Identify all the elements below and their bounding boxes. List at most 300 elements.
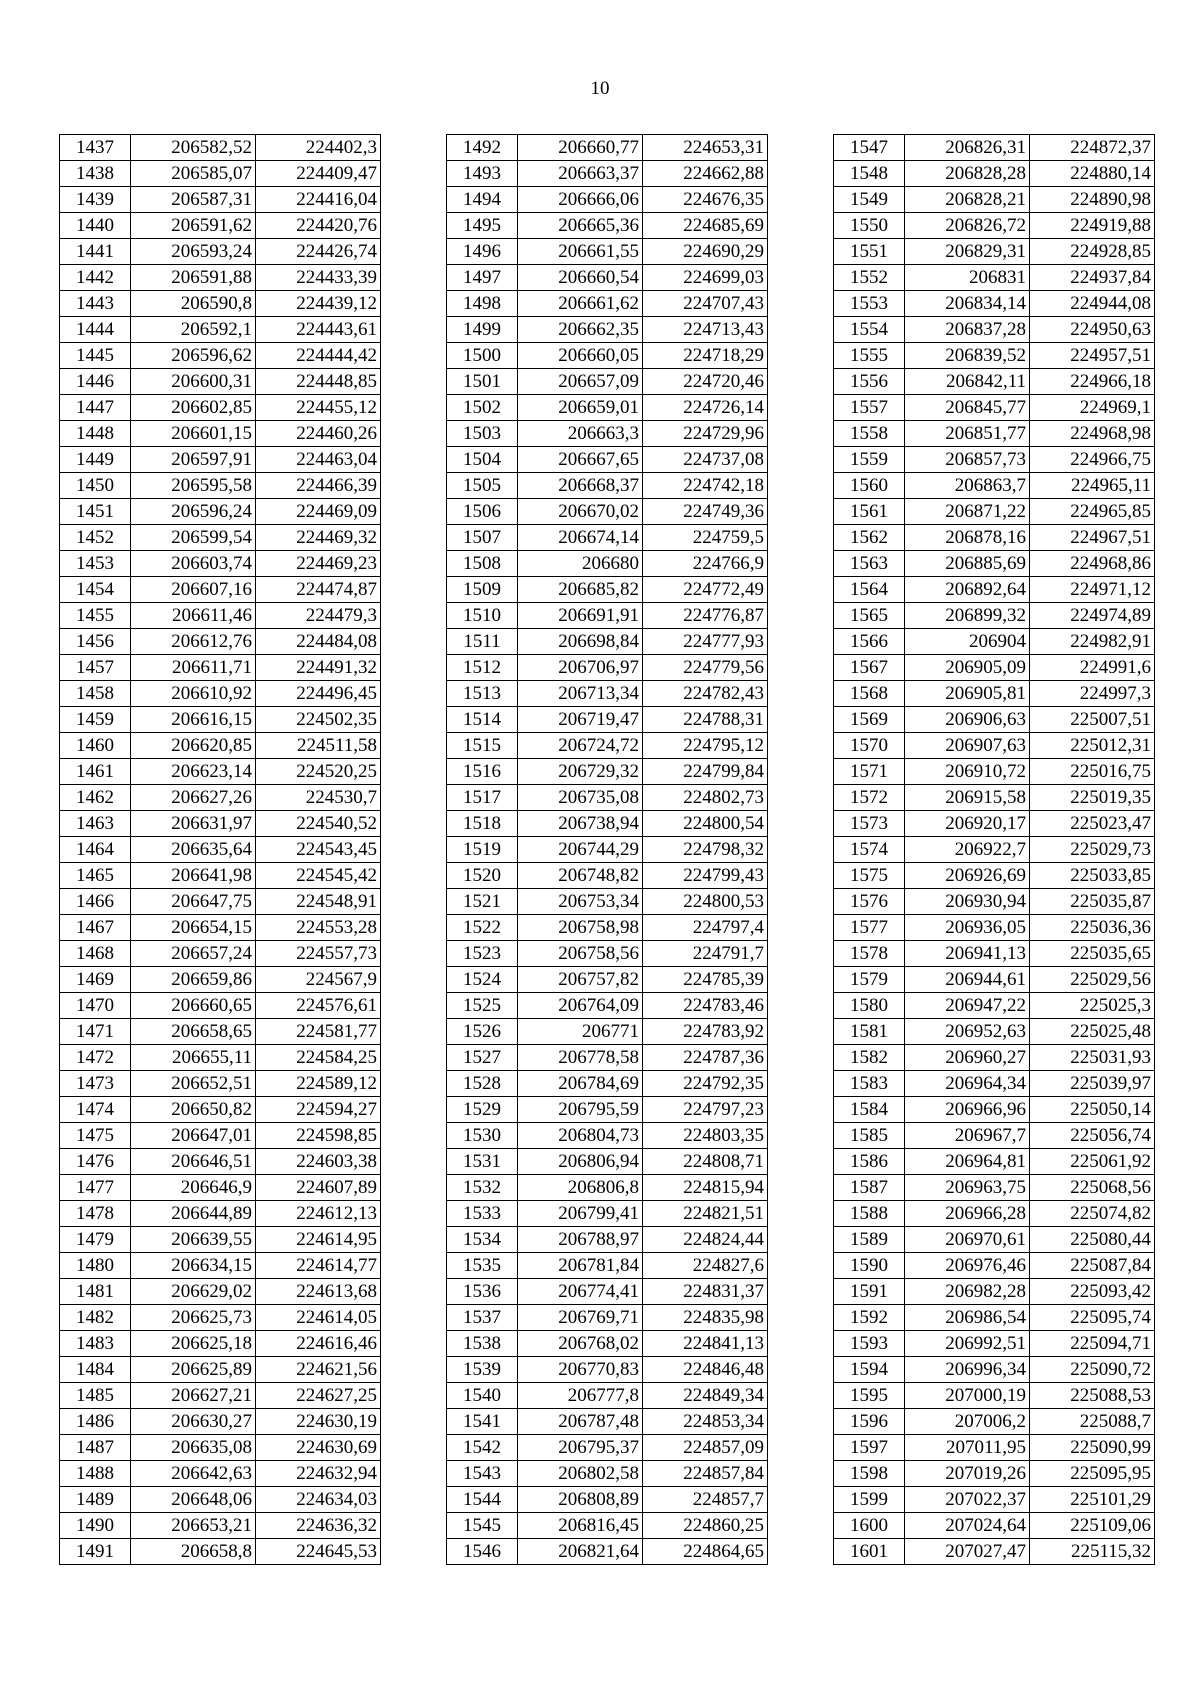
point-number-cell: 1571 <box>834 759 905 785</box>
y-coordinate-cell: 224799,84 <box>643 759 768 785</box>
x-coordinate-cell: 206806,8 <box>518 1175 643 1201</box>
y-coordinate-cell: 224864,65 <box>643 1539 768 1565</box>
x-coordinate-cell: 206967,7 <box>905 1123 1030 1149</box>
point-number-cell: 1467 <box>60 915 131 941</box>
y-coordinate-cell: 224420,76 <box>256 213 381 239</box>
table-row <box>60 291 381 317</box>
x-coordinate-cell: 206758,56 <box>518 941 643 967</box>
point-number-cell: 1474 <box>60 1097 131 1123</box>
y-coordinate-cell: 224496,45 <box>256 681 381 707</box>
point-number-cell: 1585 <box>834 1123 905 1149</box>
y-coordinate-cell: 224466,39 <box>256 473 381 499</box>
table-row <box>447 1435 768 1461</box>
point-number-cell: 1518 <box>447 811 518 837</box>
point-number-cell: 1592 <box>834 1305 905 1331</box>
point-number-cell: 1449 <box>60 447 131 473</box>
x-coordinate-cell: 206966,96 <box>905 1097 1030 1123</box>
point-number-cell: 1536 <box>447 1279 518 1305</box>
x-coordinate-cell: 206592,1 <box>131 317 256 343</box>
y-coordinate-cell: 224944,08 <box>1030 291 1155 317</box>
y-coordinate-cell: 224614,95 <box>256 1227 381 1253</box>
x-coordinate-cell: 206630,27 <box>131 1409 256 1435</box>
point-number-cell: 1540 <box>447 1383 518 1409</box>
x-coordinate-cell: 207024,64 <box>905 1513 1030 1539</box>
y-coordinate-cell: 224662,88 <box>643 161 768 187</box>
y-coordinate-cell: 225035,65 <box>1030 941 1155 967</box>
x-coordinate-cell: 206831 <box>905 265 1030 291</box>
x-coordinate-cell: 206920,17 <box>905 811 1030 837</box>
table-row <box>834 187 1155 213</box>
point-number-cell: 1515 <box>447 733 518 759</box>
y-coordinate-cell: 224849,34 <box>643 1383 768 1409</box>
y-coordinate-cell: 224621,56 <box>256 1357 381 1383</box>
x-coordinate-cell: 206729,32 <box>518 759 643 785</box>
table-row <box>447 473 768 499</box>
coordinate-table-3 <box>833 134 1155 1565</box>
x-coordinate-cell: 206654,15 <box>131 915 256 941</box>
point-number-cell: 1528 <box>447 1071 518 1097</box>
x-coordinate-cell: 206784,69 <box>518 1071 643 1097</box>
point-number-cell: 1586 <box>834 1149 905 1175</box>
point-number-cell: 1480 <box>60 1253 131 1279</box>
point-number-cell: 1541 <box>447 1409 518 1435</box>
y-coordinate-cell: 224469,32 <box>256 525 381 551</box>
coordinate-table-1 <box>59 134 381 1565</box>
y-coordinate-cell: 224484,08 <box>256 629 381 655</box>
table-row <box>60 941 381 967</box>
point-number-cell: 1444 <box>60 317 131 343</box>
table-row <box>60 1487 381 1513</box>
y-coordinate-cell: 225093,42 <box>1030 1279 1155 1305</box>
point-number-cell: 1574 <box>834 837 905 863</box>
x-coordinate-cell: 206659,01 <box>518 395 643 421</box>
table-row <box>60 1279 381 1305</box>
point-number-cell: 1492 <box>447 135 518 161</box>
table-row <box>834 343 1155 369</box>
y-coordinate-cell: 224783,46 <box>643 993 768 1019</box>
table-row <box>60 317 381 343</box>
point-number-cell: 1559 <box>834 447 905 473</box>
y-coordinate-cell: 224860,25 <box>643 1513 768 1539</box>
point-number-cell: 1561 <box>834 499 905 525</box>
point-number-cell: 1563 <box>834 551 905 577</box>
x-coordinate-cell: 206644,89 <box>131 1201 256 1227</box>
x-coordinate-cell: 206660,54 <box>518 265 643 291</box>
x-coordinate-cell: 206660,05 <box>518 343 643 369</box>
table-row <box>447 1487 768 1513</box>
point-number-cell: 1513 <box>447 681 518 707</box>
x-coordinate-cell: 206625,89 <box>131 1357 256 1383</box>
y-coordinate-cell: 224857,09 <box>643 1435 768 1461</box>
table-row <box>447 1097 768 1123</box>
point-number-cell: 1529 <box>447 1097 518 1123</box>
y-coordinate-cell: 224455,12 <box>256 395 381 421</box>
y-coordinate-cell: 225025,48 <box>1030 1019 1155 1045</box>
point-number-cell: 1455 <box>60 603 131 629</box>
point-number-cell: 1440 <box>60 213 131 239</box>
point-number-cell: 1591 <box>834 1279 905 1305</box>
table-row <box>447 1383 768 1409</box>
x-coordinate-cell: 206629,02 <box>131 1279 256 1305</box>
y-coordinate-cell: 224540,52 <box>256 811 381 837</box>
y-coordinate-cell: 224821,51 <box>643 1201 768 1227</box>
point-number-cell: 1438 <box>60 161 131 187</box>
table-row <box>834 993 1155 1019</box>
page-number: 10 <box>590 78 610 99</box>
point-number-cell: 1534 <box>447 1227 518 1253</box>
x-coordinate-cell: 206597,91 <box>131 447 256 473</box>
x-coordinate-cell: 206871,22 <box>905 499 1030 525</box>
point-number-cell: 1542 <box>447 1435 518 1461</box>
x-coordinate-cell: 206770,83 <box>518 1357 643 1383</box>
point-number-cell: 1517 <box>447 785 518 811</box>
point-number-cell: 1502 <box>447 395 518 421</box>
point-number-cell: 1464 <box>60 837 131 863</box>
y-coordinate-cell: 225050,14 <box>1030 1097 1155 1123</box>
table-row <box>60 213 381 239</box>
table-row <box>60 1539 381 1565</box>
y-coordinate-cell: 224463,04 <box>256 447 381 473</box>
point-number-cell: 1445 <box>60 343 131 369</box>
x-coordinate-cell: 206777,8 <box>518 1383 643 1409</box>
table-row <box>447 1045 768 1071</box>
table-row <box>447 915 768 941</box>
table-row <box>60 1383 381 1409</box>
table-row <box>60 785 381 811</box>
x-coordinate-cell: 206905,81 <box>905 681 1030 707</box>
x-coordinate-cell: 206713,34 <box>518 681 643 707</box>
point-number-cell: 1437 <box>60 135 131 161</box>
y-coordinate-cell: 224690,29 <box>643 239 768 265</box>
x-coordinate-cell: 206808,89 <box>518 1487 643 1513</box>
y-coordinate-cell: 225061,92 <box>1030 1149 1155 1175</box>
table-row <box>447 811 768 837</box>
x-coordinate-cell: 206753,34 <box>518 889 643 915</box>
table-row <box>60 343 381 369</box>
x-coordinate-cell: 206851,77 <box>905 421 1030 447</box>
y-coordinate-cell: 224557,73 <box>256 941 381 967</box>
table-row <box>60 733 381 759</box>
point-number-cell: 1583 <box>834 1071 905 1097</box>
point-number-cell: 1459 <box>60 707 131 733</box>
x-coordinate-cell: 206665,36 <box>518 213 643 239</box>
point-number-cell: 1594 <box>834 1357 905 1383</box>
table-row <box>834 967 1155 993</box>
table-row <box>447 1357 768 1383</box>
y-coordinate-cell: 224800,54 <box>643 811 768 837</box>
x-coordinate-cell: 206857,73 <box>905 447 1030 473</box>
y-coordinate-cell: 225074,82 <box>1030 1201 1155 1227</box>
x-coordinate-cell: 206663,37 <box>518 161 643 187</box>
x-coordinate-cell: 206842,11 <box>905 369 1030 395</box>
point-number-cell: 1520 <box>447 863 518 889</box>
table-row <box>834 1279 1155 1305</box>
x-coordinate-cell: 206658,8 <box>131 1539 256 1565</box>
point-number-cell: 1538 <box>447 1331 518 1357</box>
x-coordinate-cell: 206826,31 <box>905 135 1030 161</box>
y-coordinate-cell: 224835,98 <box>643 1305 768 1331</box>
point-number-cell: 1510 <box>447 603 518 629</box>
y-coordinate-cell: 224589,12 <box>256 1071 381 1097</box>
point-number-cell: 1598 <box>834 1461 905 1487</box>
table-row <box>447 265 768 291</box>
y-coordinate-cell: 224777,93 <box>643 629 768 655</box>
x-coordinate-cell: 206603,74 <box>131 551 256 577</box>
point-number-cell: 1457 <box>60 655 131 681</box>
x-coordinate-cell: 206660,65 <box>131 993 256 1019</box>
table-row <box>60 1097 381 1123</box>
x-coordinate-cell: 206657,24 <box>131 941 256 967</box>
x-coordinate-cell: 206625,18 <box>131 1331 256 1357</box>
x-coordinate-cell: 206658,65 <box>131 1019 256 1045</box>
y-coordinate-cell: 224460,26 <box>256 421 381 447</box>
table-row <box>447 369 768 395</box>
point-number-cell: 1554 <box>834 317 905 343</box>
point-number-cell: 1462 <box>60 785 131 811</box>
y-coordinate-cell: 225090,99 <box>1030 1435 1155 1461</box>
point-number-cell: 1511 <box>447 629 518 655</box>
x-coordinate-cell: 206641,98 <box>131 863 256 889</box>
y-coordinate-cell: 224713,43 <box>643 317 768 343</box>
point-number-cell: 1567 <box>834 655 905 681</box>
table-row <box>447 941 768 967</box>
point-number-cell: 1456 <box>60 629 131 655</box>
y-coordinate-cell: 225088,53 <box>1030 1383 1155 1409</box>
y-coordinate-cell: 224530,7 <box>256 785 381 811</box>
point-number-cell: 1550 <box>834 213 905 239</box>
point-number-cell: 1558 <box>834 421 905 447</box>
table-row <box>447 1279 768 1305</box>
table-row <box>60 1149 381 1175</box>
x-coordinate-cell: 206768,02 <box>518 1331 643 1357</box>
x-coordinate-cell: 206612,76 <box>131 629 256 655</box>
x-coordinate-cell: 206839,52 <box>905 343 1030 369</box>
table-row <box>60 473 381 499</box>
point-number-cell: 1487 <box>60 1435 131 1461</box>
y-coordinate-cell: 225035,87 <box>1030 889 1155 915</box>
x-coordinate-cell: 206587,31 <box>131 187 256 213</box>
x-coordinate-cell: 206769,71 <box>518 1305 643 1331</box>
point-number-cell: 1566 <box>834 629 905 655</box>
point-number-cell: 1466 <box>60 889 131 915</box>
y-coordinate-cell: 224718,29 <box>643 343 768 369</box>
x-coordinate-cell: 206600,31 <box>131 369 256 395</box>
point-number-cell: 1564 <box>834 577 905 603</box>
y-coordinate-cell: 225080,44 <box>1030 1227 1155 1253</box>
y-coordinate-cell: 224645,53 <box>256 1539 381 1565</box>
y-coordinate-cell: 224614,05 <box>256 1305 381 1331</box>
y-coordinate-cell: 224737,08 <box>643 447 768 473</box>
table-row <box>834 759 1155 785</box>
y-coordinate-cell: 225094,71 <box>1030 1331 1155 1357</box>
y-coordinate-cell: 224636,32 <box>256 1513 381 1539</box>
point-number-cell: 1485 <box>60 1383 131 1409</box>
point-number-cell: 1526 <box>447 1019 518 1045</box>
point-number-cell: 1570 <box>834 733 905 759</box>
point-number-cell: 1439 <box>60 187 131 213</box>
point-number-cell: 1545 <box>447 1513 518 1539</box>
x-coordinate-cell: 206966,28 <box>905 1201 1030 1227</box>
y-coordinate-cell: 224788,31 <box>643 707 768 733</box>
x-coordinate-cell: 206915,58 <box>905 785 1030 811</box>
point-number-cell: 1488 <box>60 1461 131 1487</box>
x-coordinate-cell: 206878,16 <box>905 525 1030 551</box>
point-number-cell: 1450 <box>60 473 131 499</box>
point-number-cell: 1543 <box>447 1461 518 1487</box>
x-coordinate-cell: 206601,15 <box>131 421 256 447</box>
y-coordinate-cell: 224792,35 <box>643 1071 768 1097</box>
point-number-cell: 1523 <box>447 941 518 967</box>
table-row <box>60 681 381 707</box>
table-row <box>834 1487 1155 1513</box>
y-coordinate-cell: 224426,74 <box>256 239 381 265</box>
table-row <box>60 1513 381 1539</box>
point-number-cell: 1532 <box>447 1175 518 1201</box>
point-number-cell: 1576 <box>834 889 905 915</box>
y-coordinate-cell: 224567,9 <box>256 967 381 993</box>
x-coordinate-cell: 206661,55 <box>518 239 643 265</box>
table-row <box>60 239 381 265</box>
x-coordinate-cell: 206829,31 <box>905 239 1030 265</box>
point-number-cell: 1527 <box>447 1045 518 1071</box>
y-coordinate-cell: 224409,47 <box>256 161 381 187</box>
table-row <box>834 395 1155 421</box>
y-coordinate-cell: 224548,91 <box>256 889 381 915</box>
point-number-cell: 1508 <box>447 551 518 577</box>
table-row <box>834 681 1155 707</box>
point-number-cell: 1584 <box>834 1097 905 1123</box>
point-number-cell: 1489 <box>60 1487 131 1513</box>
table-row <box>447 1019 768 1045</box>
x-coordinate-cell: 206668,37 <box>518 473 643 499</box>
y-coordinate-cell: 224795,12 <box>643 733 768 759</box>
table-row <box>60 187 381 213</box>
y-coordinate-cell: 224967,51 <box>1030 525 1155 551</box>
x-coordinate-cell: 206788,97 <box>518 1227 643 1253</box>
point-number-cell: 1468 <box>60 941 131 967</box>
point-number-cell: 1495 <box>447 213 518 239</box>
point-number-cell: 1569 <box>834 707 905 733</box>
table-row <box>60 1357 381 1383</box>
x-coordinate-cell: 206892,64 <box>905 577 1030 603</box>
table-row <box>60 707 381 733</box>
y-coordinate-cell: 225016,75 <box>1030 759 1155 785</box>
table-row <box>834 161 1155 187</box>
table-row <box>834 1227 1155 1253</box>
y-coordinate-cell: 224857,7 <box>643 1487 768 1513</box>
x-coordinate-cell: 206706,97 <box>518 655 643 681</box>
x-coordinate-cell: 206738,94 <box>518 811 643 837</box>
point-number-cell: 1552 <box>834 265 905 291</box>
point-number-cell: 1441 <box>60 239 131 265</box>
point-number-cell: 1504 <box>447 447 518 473</box>
y-coordinate-cell: 224598,85 <box>256 1123 381 1149</box>
point-number-cell: 1521 <box>447 889 518 915</box>
table-row <box>834 1175 1155 1201</box>
y-coordinate-cell: 224632,94 <box>256 1461 381 1487</box>
table-row <box>447 759 768 785</box>
y-coordinate-cell: 224872,37 <box>1030 135 1155 161</box>
table-row <box>834 1409 1155 1435</box>
y-coordinate-cell: 224474,87 <box>256 577 381 603</box>
x-coordinate-cell: 206719,47 <box>518 707 643 733</box>
x-coordinate-cell: 207027,47 <box>905 1539 1030 1565</box>
table-row <box>447 837 768 863</box>
x-coordinate-cell: 206591,88 <box>131 265 256 291</box>
table-row <box>447 629 768 655</box>
table-row <box>834 577 1155 603</box>
table-row <box>60 863 381 889</box>
table-row <box>834 837 1155 863</box>
x-coordinate-cell: 206936,05 <box>905 915 1030 941</box>
x-coordinate-cell: 206735,08 <box>518 785 643 811</box>
point-number-cell: 1582 <box>834 1045 905 1071</box>
table-row <box>447 317 768 343</box>
y-coordinate-cell: 224443,61 <box>256 317 381 343</box>
point-number-cell: 1446 <box>60 369 131 395</box>
point-number-cell: 1453 <box>60 551 131 577</box>
table-row <box>834 1357 1155 1383</box>
table-row <box>834 707 1155 733</box>
point-number-cell: 1454 <box>60 577 131 603</box>
x-coordinate-cell: 206960,27 <box>905 1045 1030 1071</box>
y-coordinate-cell: 224742,18 <box>643 473 768 499</box>
y-coordinate-cell: 225095,74 <box>1030 1305 1155 1331</box>
point-number-cell: 1484 <box>60 1357 131 1383</box>
y-coordinate-cell: 224802,73 <box>643 785 768 811</box>
x-coordinate-cell: 206926,69 <box>905 863 1030 889</box>
table-row <box>834 1305 1155 1331</box>
y-coordinate-cell: 224797,4 <box>643 915 768 941</box>
y-coordinate-cell: 224803,35 <box>643 1123 768 1149</box>
y-coordinate-cell: 224919,88 <box>1030 213 1155 239</box>
table-row <box>60 1435 381 1461</box>
x-coordinate-cell: 206635,08 <box>131 1435 256 1461</box>
x-coordinate-cell: 206795,59 <box>518 1097 643 1123</box>
y-coordinate-cell: 224545,42 <box>256 863 381 889</box>
x-coordinate-cell: 206611,71 <box>131 655 256 681</box>
table-row <box>60 1175 381 1201</box>
y-coordinate-cell: 224511,58 <box>256 733 381 759</box>
x-coordinate-cell: 206602,85 <box>131 395 256 421</box>
point-number-cell: 1451 <box>60 499 131 525</box>
table-row <box>447 1123 768 1149</box>
x-coordinate-cell: 206905,09 <box>905 655 1030 681</box>
x-coordinate-cell: 206795,37 <box>518 1435 643 1461</box>
table-row <box>447 395 768 421</box>
x-coordinate-cell: 206764,09 <box>518 993 643 1019</box>
table-row <box>60 1071 381 1097</box>
table-row <box>834 1097 1155 1123</box>
y-coordinate-cell: 224630,69 <box>256 1435 381 1461</box>
y-coordinate-cell: 224957,51 <box>1030 343 1155 369</box>
point-number-cell: 1499 <box>447 317 518 343</box>
point-number-cell: 1544 <box>447 1487 518 1513</box>
table-row <box>834 265 1155 291</box>
x-coordinate-cell: 206585,07 <box>131 161 256 187</box>
y-coordinate-cell: 224776,87 <box>643 603 768 629</box>
y-coordinate-cell: 224991,6 <box>1030 655 1155 681</box>
coordinate-table-2 <box>446 134 768 1565</box>
x-coordinate-cell: 206646,9 <box>131 1175 256 1201</box>
y-coordinate-cell: 225068,56 <box>1030 1175 1155 1201</box>
y-coordinate-cell: 224520,25 <box>256 759 381 785</box>
y-coordinate-cell: 225087,84 <box>1030 1253 1155 1279</box>
x-coordinate-cell: 206625,73 <box>131 1305 256 1331</box>
table-row <box>60 993 381 1019</box>
table-row <box>447 291 768 317</box>
y-coordinate-cell: 224416,04 <box>256 187 381 213</box>
